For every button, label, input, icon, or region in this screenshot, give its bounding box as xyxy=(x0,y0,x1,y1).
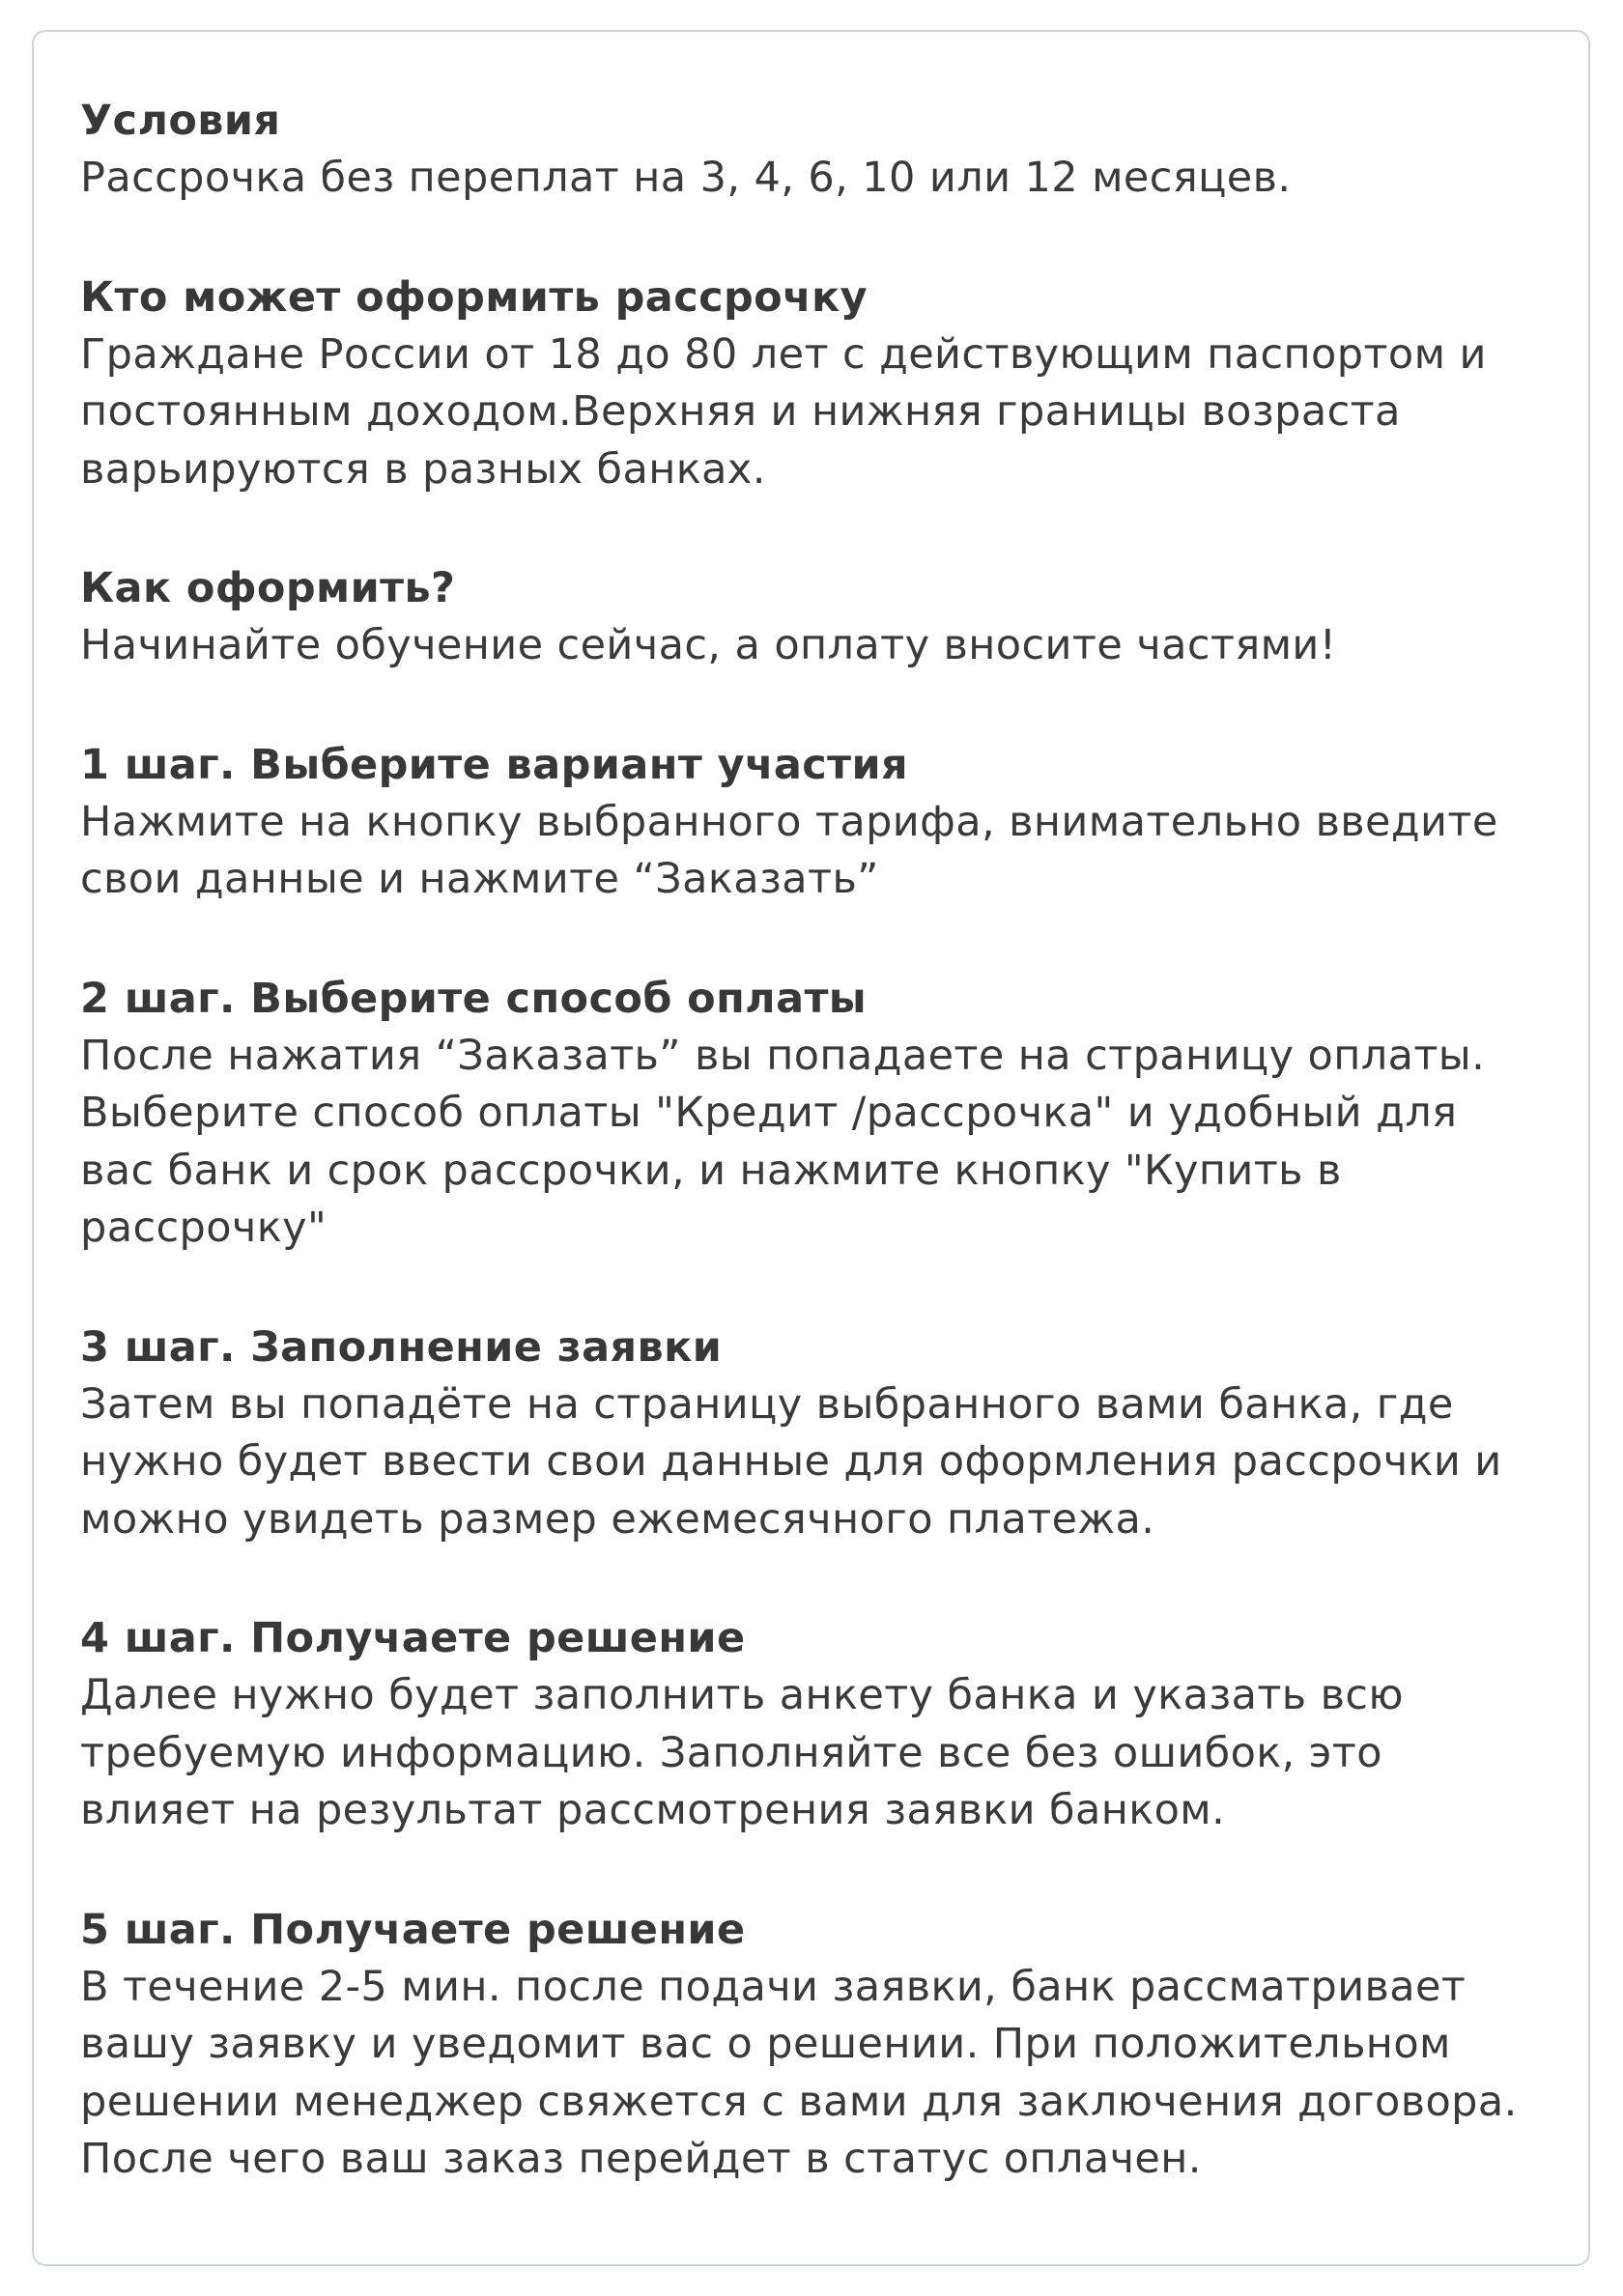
body-line: нужно будет ввести свои данные для оформления рассрочки и xyxy=(80,1437,1502,1486)
section-body xyxy=(80,1376,1550,1549)
body-line: требуемую информацию. Заполняйте все без ошибок, это xyxy=(80,1728,1382,1777)
section-step-3 xyxy=(80,1318,1550,1549)
body-line: Начинайте обучение сейчас, а оплату вносите частями! xyxy=(80,621,1337,669)
body-line: Нажмите на кнопку выбранного тарифа, внимательно введите xyxy=(80,797,1498,846)
section-body xyxy=(80,617,1550,675)
section-body xyxy=(80,150,1550,208)
body-line: Граждане России от 18 до 80 лет с действующим паспортом и xyxy=(80,329,1487,379)
body-line: В течение 2-5 мин. после подачи заявки, банк рассматривает xyxy=(80,1962,1466,2011)
body-line: решении менеджер свяжется с вами для заключения договора. xyxy=(80,2077,1518,2126)
body-line: вас банк и срок рассрочки, и нажмите кнопку "Купить в xyxy=(80,1146,1342,1195)
section-how-to xyxy=(80,559,1550,675)
section-title: 5 шаг. Получаете решение xyxy=(80,1905,746,1954)
body-line: свои данные и нажмите “Заказать” xyxy=(80,855,879,903)
section-title: Условия xyxy=(80,97,281,145)
body-line: влияет на результат рассмотрения заявки банком. xyxy=(80,1786,1226,1834)
section-title: 3 шаг. Заполнение заявки xyxy=(80,1322,723,1372)
body-line: можно увидеть размер ежемесячного платежа. xyxy=(80,1494,1155,1544)
body-line: вашу заявку и уведомит вас о решении. При положительном xyxy=(80,2020,1451,2068)
section-eligibility xyxy=(80,269,1550,499)
body-line: После нажатия “Заказать” вы попадаете на страницу оплаты. xyxy=(80,1031,1486,1080)
section-step-1 xyxy=(80,736,1550,909)
section-step-4 xyxy=(80,1609,1550,1840)
body-line: Выберите способ оплаты "Кредит /рассрочка" и удобный для xyxy=(80,1089,1458,1137)
section-title: 1 шаг. Выберите вариант участия xyxy=(80,740,909,789)
section-title: 2 шаг. Выберите способ оплаты xyxy=(80,974,868,1023)
section-conditions xyxy=(80,92,1550,208)
section-title: Кто может оформить рассрочку xyxy=(80,272,868,322)
body-line: постоянным доходом.Верхняя и нижняя границы возраста xyxy=(80,387,1401,436)
section-title: Как оформить? xyxy=(80,564,456,612)
section-body xyxy=(80,1667,1550,1840)
body-line: Рассрочка без переплат на 3, 4, 6, 10 или 12 месяцев. xyxy=(80,154,1292,202)
section-body xyxy=(80,326,1550,499)
body-line: Затем вы попадёте на страницу выбранного вами банка, где xyxy=(80,1379,1454,1429)
section-step-5 xyxy=(80,1901,1550,2189)
body-line: После чего ваш заказ перейдет в статус оплачен. xyxy=(80,2135,1202,2183)
body-line: рассрочку" xyxy=(80,1204,327,1252)
section-title: 4 шаг. Получаете решение xyxy=(80,1614,746,1662)
body-line: варьируются в разных банках. xyxy=(80,444,766,494)
body-line: Далее нужно будет заполнить анкету банка и указать всю xyxy=(80,1671,1404,1719)
installment-info-card xyxy=(32,30,1590,2266)
section-step-2 xyxy=(80,970,1550,1258)
section-body xyxy=(80,1028,1550,1258)
section-body xyxy=(80,1959,1550,2189)
section-body xyxy=(80,794,1550,909)
